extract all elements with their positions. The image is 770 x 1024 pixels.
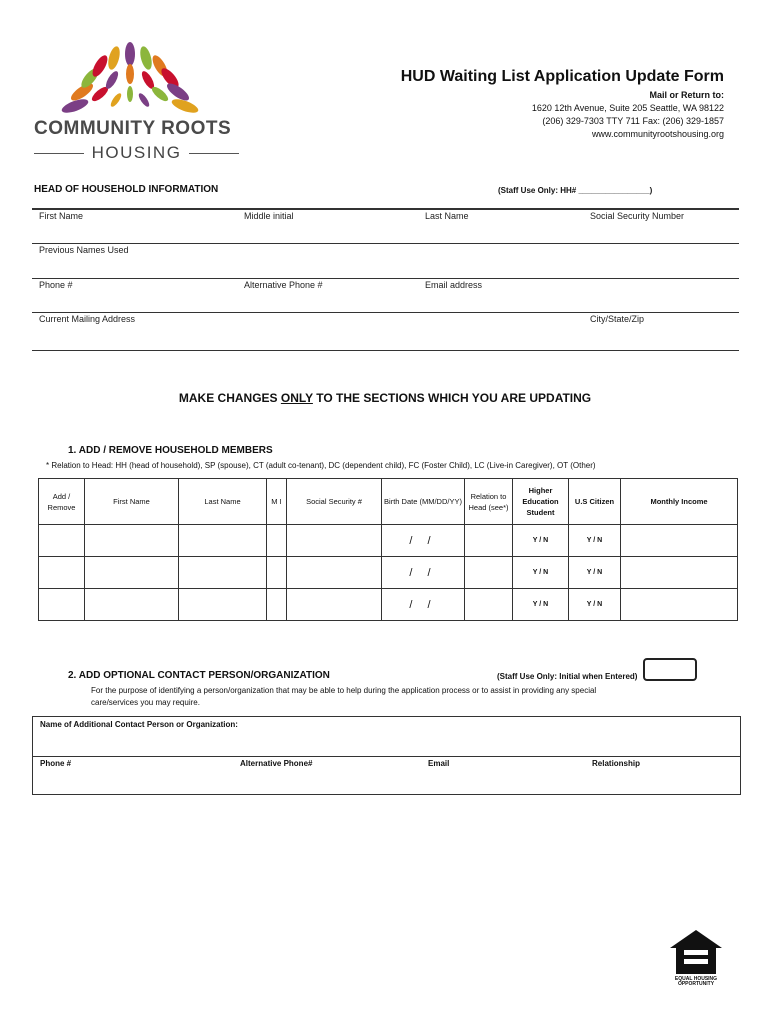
relation-note: * Relation to Head: HH (head of household), SP (spouse), CT (adult co-tenant), DC (dependent child), FC (Foster Child), LC (Live-in Caregiver), OT (Other) xyxy=(46,461,596,470)
form-title: HUD Waiting List Application Update Form xyxy=(400,68,724,85)
first-name-field[interactable]: First Name xyxy=(39,211,84,221)
birth-date-cell[interactable]: / / xyxy=(382,525,465,557)
higher-ed-cell[interactable]: Y / N xyxy=(513,557,569,589)
middle-initial-field[interactable]: Middle initial xyxy=(244,211,294,221)
divider xyxy=(32,756,740,757)
city-state-zip-field[interactable]: City/State/Zip xyxy=(590,314,645,324)
last-name-cell[interactable] xyxy=(179,589,267,621)
col-us-citizen: U.S Citizen xyxy=(569,479,621,525)
higher-ed-cell[interactable]: Y / N xyxy=(513,525,569,557)
ssn-cell[interactable] xyxy=(287,557,382,589)
mailing-address-field[interactable]: Current Mailing Address xyxy=(39,314,136,324)
divider xyxy=(32,208,739,210)
relation-cell[interactable] xyxy=(465,557,513,589)
col-relation: Relation to Head (see*) xyxy=(465,479,513,525)
birth-date-cell[interactable]: / / xyxy=(382,589,465,621)
last-name-cell[interactable] xyxy=(179,557,267,589)
add-remove-cell[interactable] xyxy=(39,589,85,621)
instruction-emphasis: ONLY xyxy=(280,391,313,405)
relation-cell[interactable] xyxy=(465,525,513,557)
us-citizen-cell[interactable]: Y / N xyxy=(569,557,621,589)
email-field[interactable]: Email address xyxy=(425,280,483,290)
col-ssn: Social Security # xyxy=(287,479,382,525)
ssn-cell[interactable] xyxy=(287,525,382,557)
divider xyxy=(32,794,740,795)
col-birth-date: Birth Date (MM/DD/YY) xyxy=(382,479,465,525)
contact-phone-field[interactable]: Phone # xyxy=(40,759,72,768)
birth-date-cell[interactable]: / / xyxy=(382,557,465,589)
previous-names-field[interactable]: Previous Names Used xyxy=(39,245,129,255)
last-name-cell[interactable] xyxy=(179,525,267,557)
contact-alt-phone-field[interactable]: Alternative Phone# xyxy=(240,759,313,768)
monthly-income-cell[interactable] xyxy=(621,589,738,621)
col-last-name: Last Name xyxy=(179,479,267,525)
instruction-pre: MAKE CHANGES xyxy=(178,391,281,405)
contact-relationship-field[interactable]: Relationship xyxy=(592,759,641,768)
monthly-income-cell[interactable] xyxy=(621,525,738,557)
contact-email-field[interactable]: Email xyxy=(428,759,450,768)
add-remove-cell[interactable] xyxy=(39,525,85,557)
instruction-post: TO THE SECTIONS WHICH YOU ARE UPDATING xyxy=(312,391,592,405)
staff-initial-box[interactable] xyxy=(643,658,697,681)
table-header-row xyxy=(39,479,738,525)
instruction-heading xyxy=(0,391,770,405)
members-table xyxy=(38,478,738,621)
staff-use-initial: (Staff Use Only: Initial when Entered) xyxy=(497,672,638,681)
table-row xyxy=(39,557,738,589)
us-citizen-cell[interactable]: Y / N xyxy=(569,525,621,557)
mi-cell[interactable] xyxy=(267,589,287,621)
mail-label: Mail or Return to: xyxy=(649,90,724,100)
street-address: 1620 12th Avenue, Suite 205 Seattle, WA 98122 xyxy=(531,103,724,113)
first-name-cell[interactable] xyxy=(85,557,179,589)
divider xyxy=(34,153,84,154)
table-row xyxy=(39,589,738,621)
higher-ed-cell[interactable]: Y / N xyxy=(513,589,569,621)
contact-name-field[interactable]: Name of Additional Contact Person or Organization: xyxy=(40,720,238,729)
contact-description-2: care/services you may require. xyxy=(91,698,200,707)
ssn-cell[interactable] xyxy=(287,589,382,621)
hoh-section-title: HEAD OF HOUSEHOLD INFORMATION xyxy=(34,184,219,195)
tree-logo-icon xyxy=(30,40,230,120)
org-subtitle xyxy=(34,143,239,163)
divider xyxy=(189,153,239,154)
mi-cell[interactable] xyxy=(267,525,287,557)
ssn-field[interactable]: Social Security Number xyxy=(590,211,685,221)
col-first-name: First Name xyxy=(85,479,179,525)
phone-field[interactable]: Phone # xyxy=(39,280,73,290)
mi-cell[interactable] xyxy=(267,557,287,589)
divider xyxy=(32,243,739,244)
alt-phone-field[interactable]: Alternative Phone # xyxy=(244,280,323,290)
last-name-field[interactable]: Last Name xyxy=(425,211,469,221)
col-add-remove: Add / Remove xyxy=(39,479,85,525)
equal-housing-text: EQUAL HOUSING OPPORTUNITY xyxy=(674,976,718,987)
members-section-title: 1. ADD / REMOVE HOUSEHOLD MEMBERS xyxy=(68,445,273,456)
first-name-cell[interactable] xyxy=(85,589,179,621)
phone-line: (206) 329-7303 TTY 711 Fax: (206) 329-1857 xyxy=(542,116,724,126)
col-monthly-income: Monthly Income xyxy=(621,479,738,525)
org-name: COMMUNITY ROOTS xyxy=(34,118,232,139)
divider xyxy=(32,350,739,351)
col-higher-ed: Higher Education Student xyxy=(513,479,569,525)
relation-cell[interactable] xyxy=(465,589,513,621)
col-mi: M I xyxy=(267,479,287,525)
divider xyxy=(32,278,739,279)
org-sub-label: HOUSING xyxy=(91,143,182,162)
us-citizen-cell[interactable]: Y / N xyxy=(569,589,621,621)
contact-section-title: 2. ADD OPTIONAL CONTACT PERSON/ORGANIZATION xyxy=(68,670,330,681)
mail-address-block xyxy=(532,89,724,141)
monthly-income-cell[interactable] xyxy=(621,557,738,589)
table-row xyxy=(39,525,738,557)
first-name-cell[interactable] xyxy=(85,525,179,557)
add-remove-cell[interactable] xyxy=(39,557,85,589)
divider xyxy=(32,312,739,313)
contact-description: For the purpose of identifying a person/organization that may be able to help during the application process or to assist in providing any special xyxy=(91,686,597,695)
equal-housing-icon xyxy=(668,928,724,976)
staff-use-hh: (Staff Use Only: HH# ________________) xyxy=(498,186,653,195)
website: www.communityrootshousing.org xyxy=(591,129,724,139)
